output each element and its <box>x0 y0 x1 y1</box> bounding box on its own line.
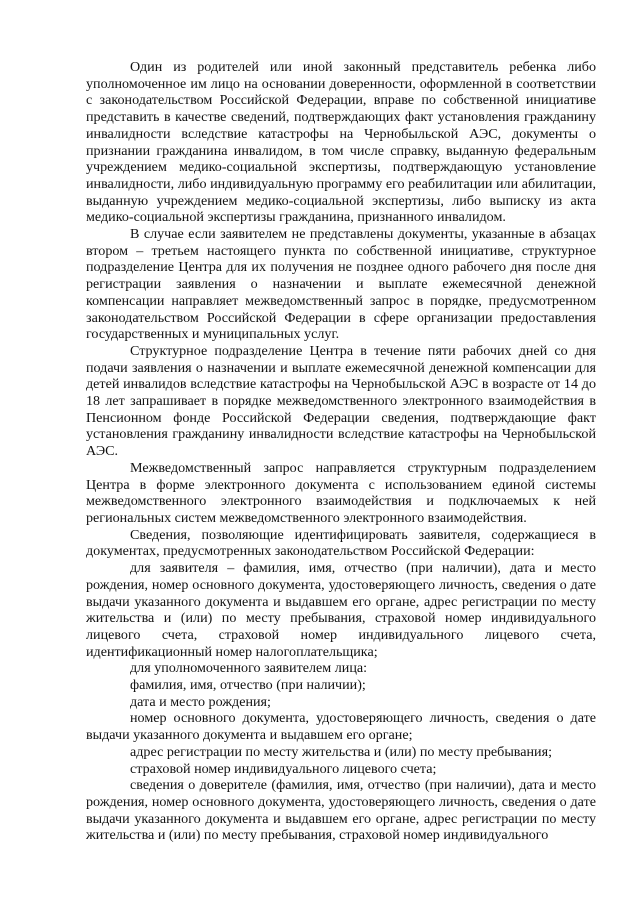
paragraph-12: страховой номер индивидуального лицевого счета; <box>130 760 437 777</box>
paragraph-6: для заявителя – фамилия, имя, отчество (при наличии), дата и место рождения, номер основного документа, удостоверяющего личность, сведения о дате выдачи указанного документа и выдавшем его органе, адрес регистрации по месту жительства и (или) по месту пребывания, страховой номер индивидуального лицевого счета, страховой номер индивидуального лицевого счета, идентификационный номер налогоплательщика; <box>86 560 596 660</box>
paragraph-3: Структурное подразделение Центра в течение пяти рабочих дней со дня подачи заявления о назначении и выплате ежемесячной денежной компенсации для детей инвалидов вследствие катастрофы на Чернобыльской АЭС в возрасте от 14 до 18 лет запрашивает в порядке межведомственного электронного взаимодействия в Пенсионном фонде Российской Федерации сведения, подтверждающие факт установления гражданину инвалидности вследствие катастрофы на Чернобыльской АЭС. <box>86 342 596 460</box>
paragraph-10: номер основного документа, удостоверяющего личность, сведения о дате выдачи указанного документа и выдавшем его органе; <box>86 710 596 744</box>
paragraph-5: Сведения, позволяющие идентифицировать заявителя, содержащиеся в документах, предусмотренных законодательством Российской Федерации: <box>86 526 596 560</box>
paragraph-4: Межведомственный запрос направляется структурным подразделением Центра в форме электронного документа с использованием единой системы межведомственного электронного взаимодействия и подключаемых к ней региональных систем межведомственного электронного взаимодействия. <box>86 459 596 526</box>
paragraph-13: сведения о доверителе (фамилия, имя, отчество (при наличии), дата и место рождения, номер основного документа, удостоверяющего личность, сведения о дате выдачи указанного документа и выдавшем его органе, адрес регистрации по месту жительства и (или) по месту пребывания, страховой номер индивидуального <box>86 777 596 844</box>
paragraph-7: для уполномоченного заявителем лица: <box>130 660 368 677</box>
paragraph-11: адрес регистрации по месту жительства и (или) по месту пребывания; <box>130 743 553 760</box>
paragraph-2: В случае если заявителем не представлены документы, указанные в абзацах втором – третьем настоящего пункта по собственной инициативе, структурное подразделение Центра для их получения не позднее одного рабочего дня после дня регистрации заявления о назначении и выплате ежемесячной денежной компенсации направляет межведомственный запрос в порядке, предусмотренном законодательством Российской Федерации в сфере организации предоставления государственных и муниципальных услуг. <box>86 226 596 343</box>
paragraph-8: фамилия, имя, отчество (при наличии); <box>130 677 366 694</box>
paragraph-1: Один из родителей или иной законный представитель ребенка либо уполномоченное им лицо на основании доверенности, оформленной в соответствии с законодательством Российской Федерации, вправе по собственной инициативе представить в качестве сведений, подтверждающих факт установления гражданину инвалидности вследствие катастрофы на Чернобыльской АЭС, документы о признании гражданина инвалидом, в том числе справку, выданную федеральным учреждением медико-социальной экспертизы, подтверждающую установление инвалидности, либо индивидуальную программу его реабилитации или абилитации, выданную учреждением медико-социальной экспертизы, либо выписку из акта медико-социальной экспертизы гражданина, признанного инвалидом. <box>86 59 596 226</box>
paragraph-9: дата и место рождения; <box>130 693 271 710</box>
